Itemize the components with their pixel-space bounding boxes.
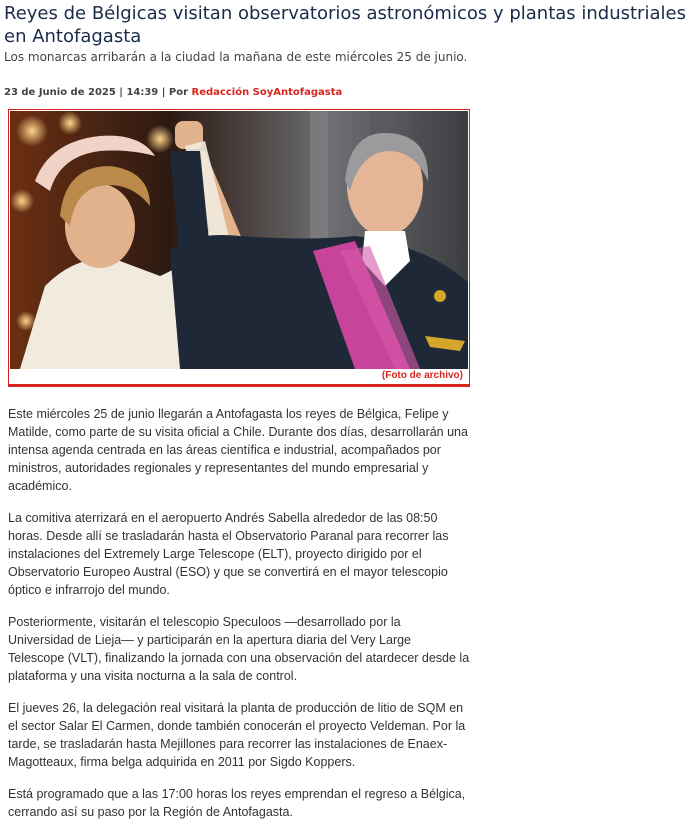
article-body [8,405,470,835]
article-paragraph: Este miércoles 25 de junio llegarán a Antofagasta los reyes de Bélgica, Felipe y Matilde, como parte de su visita oficial a Chile. Durante dos días, desarrollarán una intensa agenda centrada en las áreas científica e industrial, acompañados por ministros, autoridades regionales y representantes del mundo empresarial y académico. [8,407,468,493]
article-paragraph: Posteriormente, visitarán el telescopio Speculoos —desarrollado por la Universidad de Lieja— y participarán en la apertura diaria del Very Large Telescope (VLT), finalizando la jornada con una observación del atardecer desde la plataforma y una visita nocturna a la sala de control. [8,615,470,683]
publish-date: 23 de Junio de 2025 [4,87,116,98]
separator: | [161,87,166,98]
author-link[interactable]: Redacción SoyAntofagasta [191,87,343,98]
article-paragraph: El jueves 26, la delegación real visitará la planta de producción de litio de SQM en el sector Salar El Carmen, donde también conocerán el proyecto Veldeman. Por la tarde, se trasladarán hasta Mejillones para recorrer las instalaciones de Enaex-Magotteaux, firma belga adquirida en 2011 por Sigdo Koppers. [8,701,466,769]
publish-time: 14:39 [126,87,159,98]
article-photo [10,111,468,369]
by-prefix: Por [168,87,189,98]
article-paragraph: La comitiva aterrizará en el aeropuerto Andrés Sabella alrededor de las 08:50 horas. Desde allí se trasladarán hasta el Observatorio Paranal para recorrer las instalaciones del Extremely Large Telescope (ELT), proyecto dirigido por el Observatorio Europeo Austral (ESO) y que se convertirá en el mayor telescopio óptico e infrarrojo del mundo. [8,511,449,597]
article-subtitle: Los monarcas arribarán a la ciudad la mañana de este miércoles 25 de junio. [4,50,468,64]
royal-couple-photo [10,111,468,369]
article-paragraph: Está programado que a las 17:00 horas los reyes emprendan el regreso a Bélgica, cerrando así su paso por la Región de Antofagasta. [8,787,466,819]
separator: | [119,87,123,98]
photo-caption: (Foto de archivo) [381,370,463,381]
article-headline: Reyes de Bélgicas visitan observatorios astronómicos y plantas industriales en Antofagasta [4,3,686,47]
article-figure [8,109,470,387]
byline [4,87,342,98]
